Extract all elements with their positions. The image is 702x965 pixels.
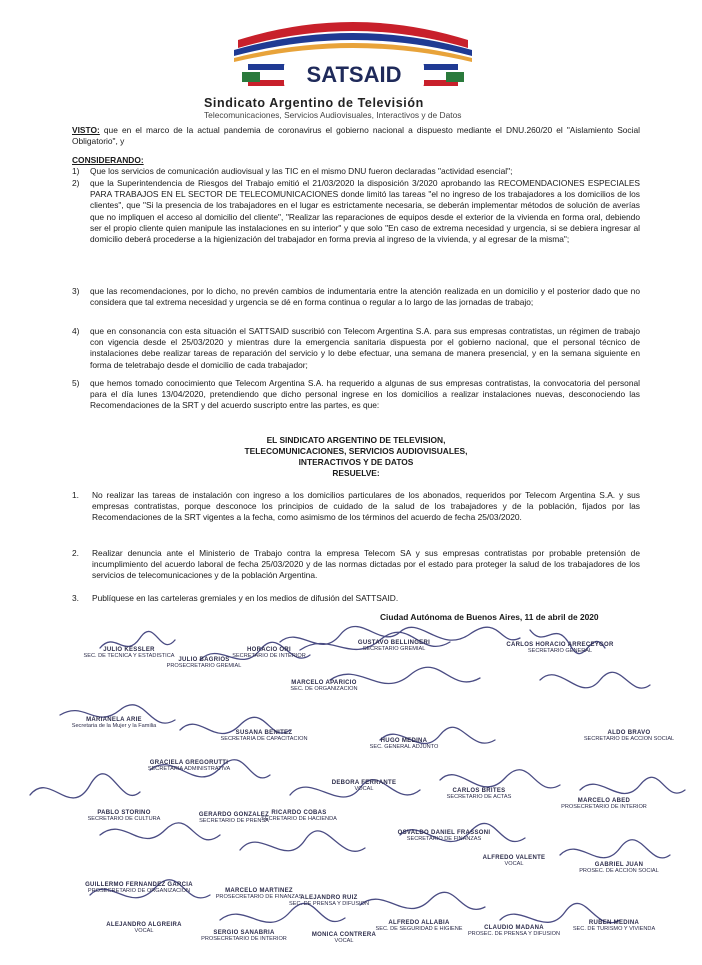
- logo-emblem: [228, 10, 478, 105]
- signatory: [490, 642, 630, 654]
- svg-text:SATSAID: SATSAID: [306, 62, 402, 87]
- signatory-role: SECRETARIA ADMINISTRATIVA: [147, 766, 231, 773]
- signatory-name: GABRIEL JUAN: [594, 862, 644, 868]
- signatory-name: CARLOS HORACIO ARRECEYGOR: [506, 642, 614, 648]
- signatory-role: SEC. DE TURISMO Y VIVIENDA: [572, 926, 656, 933]
- org-subtitle: Telecomunicaciones, Servicios Audiovisuales, Interactivos y de Datos: [204, 110, 462, 120]
- signatory-role: SECRETARIA DE CAPACITACION: [220, 736, 308, 743]
- item-text: que las recomendaciones, por lo dicho, no prevén cambios de indumentaria entre la atención realizada en un domicilio y el posterior dado que no considera que tal extrema necesidad y urgencia se dé en forma continua o regular a lo largo de las jornadas de trabajo;: [90, 286, 640, 308]
- item-text: que la Superintendencia de Riesgos del Trabajo emitió el 21/03/2020 la disposición 3/2020 aprobando las RECOMENDACIONES ESPECIALES PARA TRABAJOS EN EL SECTOR DE TELECOMUNICACIONES donde limitó las tareas "el no ingreso de los trabajadores a los domicilios de los clientes", que "Si la presencia de los trabajadores en el lugar es estrictamente necesaria, se deberán implementar métodos de solución de averías que no impliquen el acceso al domicilio del cliente", "Realizar las reparaciones de equipos desde el exterior de la vivienda en forma oral, debiendo ser el propio cliente quien manipule las instalaciones en su interior" y que solo "En caso de extrema necesidad y urgencia, si se debiera ingresar al domicilio deberá procederse a la higienización del trabajador en forma previa al ingreso de la vivienda, y al egresar de la misma";: [90, 178, 640, 245]
- signatory-role: SEC. DE ORGANIZACION: [290, 686, 358, 693]
- item-text: que hemos tomado conocimiento que Telecom Argentina S.A. ha requerido a algunas de sus empresas contratistas, la convocatoria del personal para el día lunes 13/04/2020, pretendiendo que dicho personal ingrese en los domicilios a realizar instalaciones nuevas, desconociendo las Recomendaciones de la SRT y del acuerdo suscripto entre las partes, es que:: [90, 378, 640, 411]
- signatory-name: HUGO MEDINA: [380, 738, 428, 744]
- signatory-name: RUBEN MEDINA: [588, 920, 640, 926]
- signatory: [80, 882, 198, 894]
- signatory-name: RICARDO COBAS: [271, 810, 327, 816]
- signatory-role: PROSECRETARIO DE ORGANIZACION: [87, 888, 191, 895]
- signatory-name: ALDO BRAVO: [607, 730, 651, 736]
- considerando-label: [72, 155, 640, 166]
- signatory-role: Secretaria de la Mujer y la Familia: [71, 723, 157, 730]
- signatory: [560, 862, 678, 874]
- item-number: 1): [72, 166, 80, 176]
- signatory-name: SUSANA BENITEZ: [235, 730, 293, 736]
- signatory: [345, 738, 463, 750]
- signatory-name: PABLO STORINO: [97, 810, 151, 816]
- visto-text: que en el marco de la actual pandemia de coronavirus el gobierno nacional a dispuesto mediante el DNU.260/20 el "Aislamiento Social Obligatorio", y: [72, 125, 640, 147]
- considerando-item: [72, 326, 640, 374]
- signatory-name: JULIO BAGRIOS: [178, 657, 230, 663]
- signatory-role: SEC. DE SEGURIDAD E HIGIENE: [375, 926, 463, 933]
- resolution-title-line: INTERACTIVOS Y DE DATOS: [298, 457, 414, 467]
- org-name: Sindicato Argentino de Televisión: [204, 96, 424, 110]
- signatory: [420, 788, 538, 800]
- signatory: [455, 855, 573, 867]
- signatory-name: GUSTAVO BELLINGERI: [357, 640, 431, 646]
- signatory-name: JULIO KESSLER: [103, 647, 155, 653]
- item-text: Realizar denuncia ante el Ministerio de Trabajo contra la empresa Telecom SA y sus empresas contratistas por probable pretensión de incumplimiento del acuerdo laboral de fecha 25/03/2020 y de las normas dictadas por el estado para proteger la salud de los trabajadores de los servicios de telecomunicaciones y de la población Argentina.: [92, 548, 640, 581]
- signatory-role: VOCAL: [334, 938, 354, 945]
- signatory-name: GERARDO GONZALEZ: [198, 812, 270, 818]
- signatory-role: SECRETARIO DE FINANZAS: [406, 836, 482, 843]
- item-text: No realizar las tareas de instalación con ingreso a los domicilios particulares de los abonados, requeridos por Telecom Argentina S.A. y sus empresas contratistas, porque desconoce los principios de cuidado de la salud de los trabajadores y de la población, fijados por las Recomendaciones de la SRT vigentes a la fecha, como asimismo de los términos del acuerdo de fecha 25/03/2020.: [92, 490, 640, 523]
- signatory-role: SECRETARIO DE ACCION SOCIAL: [583, 736, 675, 743]
- item-number: 2.: [72, 548, 79, 558]
- item-number: 3): [72, 286, 80, 296]
- signatory-name: MARCELO APARICIO: [291, 680, 357, 686]
- signatory: [210, 647, 328, 659]
- signatory-role: SECRETARIO DE CULTURA: [87, 816, 161, 823]
- signatory-name: SERGIO SANABRIA: [213, 930, 275, 936]
- resuelve-item: [72, 490, 640, 538]
- considerando-heading: CONSIDERANDO:: [72, 155, 144, 165]
- handwritten-signatures: [0, 620, 702, 965]
- item-text: que en consonancia con esta situación el SATTSAID suscribió con Telecom Argentina S.A. para sus empresas contratistas, un régimen de trabajo con vigencia desde el 25/03/2020 y mientras dure la emergencia sanitaria dispuesta por el gobierno nacional, que el personal técnico de instalaciones debe realizar tareas de reparación del servicio y lo debe efectuar, una semana de manera presencial, y en la semana siguiente en forma de teletrabajo desde el domicilio de cada trabajador;: [90, 326, 640, 370]
- signatory-role: SECRETARIO DE PRENSA: [199, 818, 269, 825]
- signatory-role: SECRETARIO GREMIAL: [362, 646, 426, 653]
- signatory: [305, 780, 423, 792]
- resolution-title-line: EL SINDICATO ARGENTINO DE TELEVISION,: [266, 435, 446, 445]
- signatory-role: PROSECRETARIO DE FINANZAS: [215, 894, 303, 901]
- signatory-role: PROSECRETARIO DE INTERIOR: [561, 804, 647, 811]
- signatory-name: ALEJANDRO RUIZ: [300, 895, 358, 901]
- signatory-name: MONICA CONTRERA: [311, 932, 377, 938]
- signatory-role: VOCAL: [504, 861, 524, 868]
- signatory-role: PROSECRETARIO GREMIAL: [166, 663, 242, 670]
- considerando-item: [72, 178, 640, 286]
- signatory-role: PROSEC. DE PRENSA Y DIFUSION: [467, 931, 561, 938]
- signatory: [285, 932, 403, 944]
- resuelve-item: [72, 548, 640, 584]
- item-number: 2): [72, 178, 80, 188]
- satsaid-logo: [228, 10, 478, 105]
- resolution-title: [72, 435, 640, 479]
- signatory-role: PROSECRETARIO DE INTERIOR: [201, 936, 287, 943]
- signatory-name: OSVALDO DANIEL FRASSONI: [397, 830, 491, 836]
- signatory: [265, 680, 383, 692]
- item-number: 3.: [72, 593, 79, 603]
- item-number: 1.: [72, 490, 79, 500]
- signatory-name: GRACIELA GREGORUTTI: [149, 760, 229, 766]
- signatory: [270, 895, 388, 907]
- signatory-name: ALFREDO VALENTE: [482, 855, 546, 861]
- place-date: Ciudad Autónoma de Buenos Aires, 11 de abril de 2020: [380, 612, 599, 622]
- signatory-name: CLAUDIO MADANA: [484, 925, 544, 931]
- signatory: [385, 830, 503, 842]
- item-text: Publíquese en las carteleras gremiales y en los medios de difusión del SATTSAID.: [92, 593, 399, 603]
- signatory: [570, 730, 688, 742]
- signatory: [555, 920, 673, 932]
- signatory-name: ALFREDO ALLABIA: [388, 920, 450, 926]
- item-number: 4): [72, 326, 80, 336]
- signatory-role: SECRETARIO DE INTERIOR: [232, 653, 306, 660]
- resuelve-label: RESUELVE:: [332, 468, 380, 478]
- resuelve-item: [72, 593, 640, 605]
- considerando-item: [72, 286, 640, 322]
- considerando-item: [72, 166, 640, 178]
- signatory-role: VOCAL: [134, 928, 154, 935]
- signatory-role: SECRETARIO DE ACTAS: [446, 794, 512, 801]
- signatory-role: SEC. DE TECNICA Y ESTADISTICA: [83, 653, 175, 660]
- signatory-name: MARCELO MARTINEZ: [225, 888, 293, 894]
- visto-label: VISTO:: [72, 125, 100, 135]
- visto-paragraph: [72, 125, 640, 147]
- signatory: [545, 798, 663, 810]
- signatory-role: SECRETARIO DE HACIENDA: [261, 816, 337, 823]
- signatory-name: DEBORA FERRANTE: [331, 780, 397, 786]
- signatures-block: [0, 620, 702, 965]
- signatory: [130, 760, 248, 772]
- resolution-title-line: TELECOMUNICACIONES, SERVICIOS AUDIOVISUALES,: [244, 446, 468, 456]
- signatory-name: MARIANELA ARIE: [86, 717, 142, 723]
- signatory: [335, 640, 453, 652]
- signatory: [240, 810, 358, 822]
- signatory-name: GUILLERMO FERNANDEZ GARCIA: [85, 882, 193, 888]
- item-text: Que los servicios de comunicación audiovisual y las TIC en el mismo DNU fueron declaradas "actividad esencial";: [90, 166, 513, 176]
- signatory-role: SEC. GENERAL ADJUNTO: [369, 744, 439, 751]
- signatory-name: CARLOS BRITES: [452, 788, 506, 794]
- signatory: [65, 810, 183, 822]
- signatory-role: SECRETARIO GENERAL: [527, 648, 593, 655]
- signatory-role: VOCAL: [354, 786, 374, 793]
- considerando-item: [72, 378, 640, 414]
- signatory-name: ALEJANDRO ALGREIRA: [106, 922, 182, 928]
- signatory-role: PROSEC. DE ACCION SOCIAL: [579, 868, 659, 875]
- signatory-name: MARCELO ABED: [577, 798, 631, 804]
- signatory-name: HORACIO ORI: [247, 647, 291, 653]
- signatory-role: SEC. DE PRENSA Y DIFUSION: [289, 901, 369, 908]
- signatory: [55, 717, 173, 729]
- item-number: 5): [72, 378, 80, 388]
- signatory: [205, 730, 323, 742]
